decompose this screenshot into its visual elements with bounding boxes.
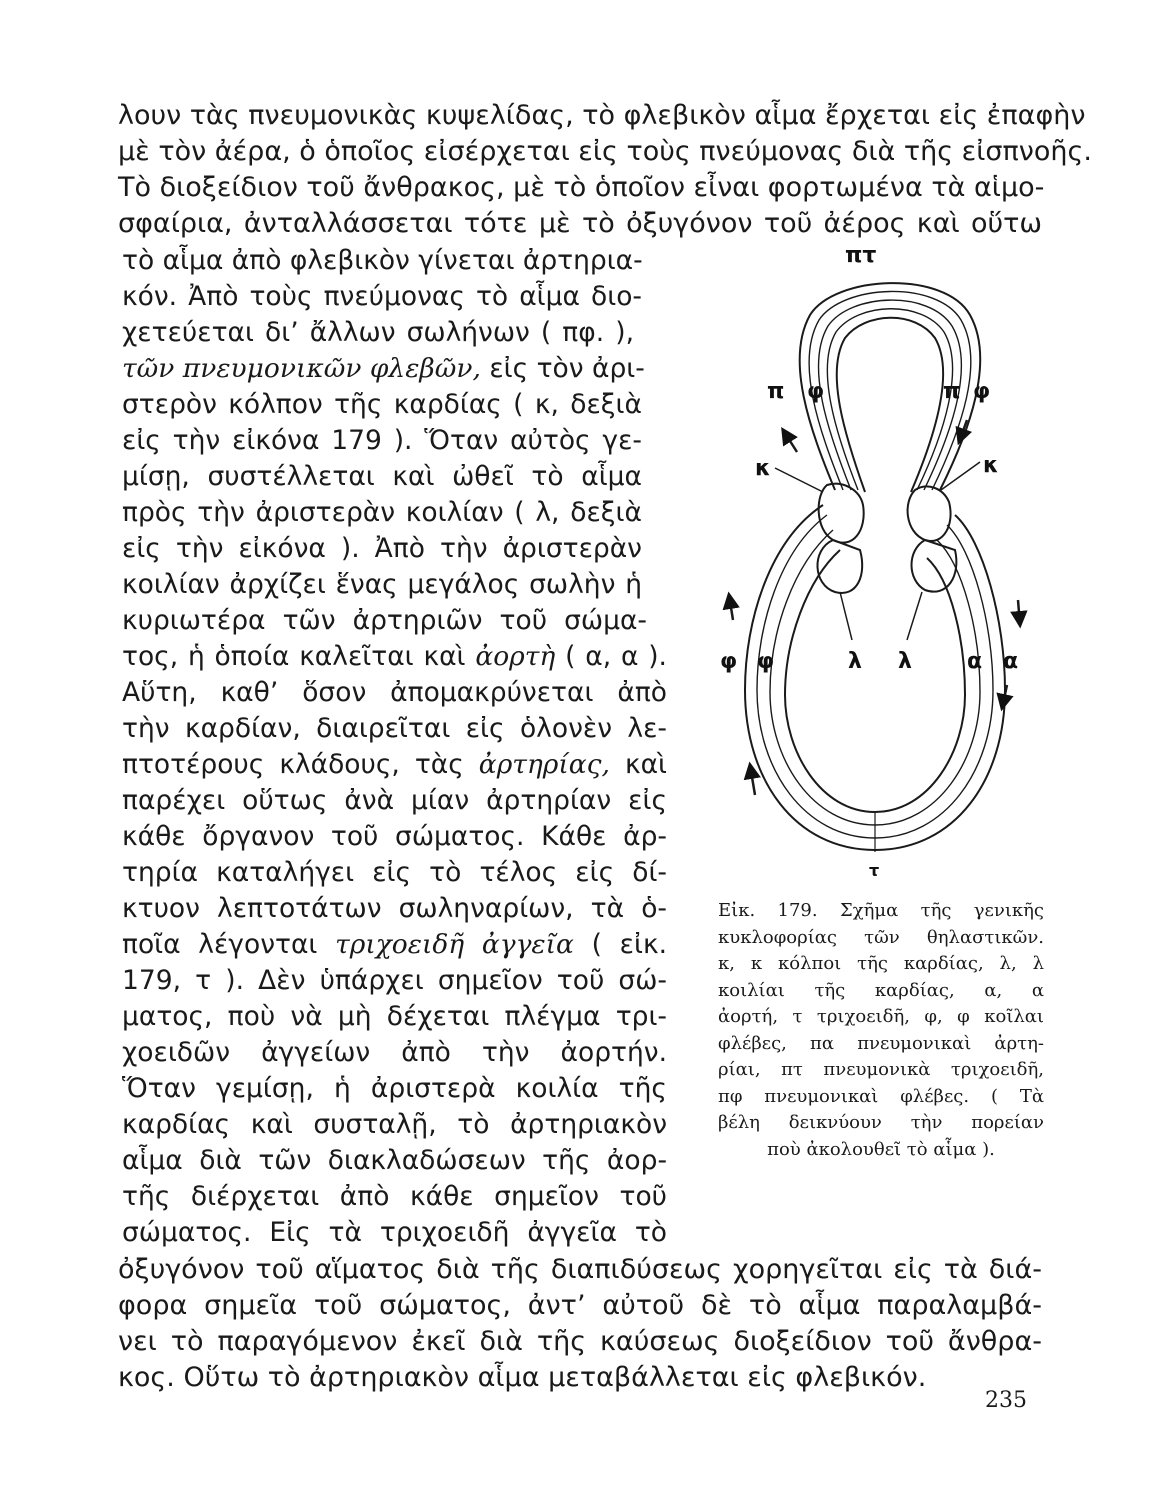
text-line: μίσῃ, συστέλλεται καὶ ὠθεῖ τὸ αἷμα <box>122 461 642 492</box>
text-line: 179, τ ). Δὲν ὑπάρχει σημεῖον τοῦ σώ- <box>122 965 667 996</box>
label-pulmonary-artery: π <box>767 379 785 404</box>
caption-line: κυκλοφορίας τῶν θηλαστικῶν. <box>718 926 1044 948</box>
text-span: ( εἰκ. <box>573 929 667 960</box>
italic-term: ἀρτηρίας, <box>478 749 610 780</box>
text-line: σφαίρια, ἀνταλλάσσεται τότε μὲ τὸ ὀξυγόνον τοῦ ἀέρος καὶ οὕτω <box>118 208 1042 239</box>
text-line: τὴν καρδίαν, διαιρεῖται εἰς ὁλονὲν λε- <box>122 713 667 744</box>
text-line: αἷμα διὰ τῶν διακλαδώσεων τῆς ἀορ- <box>122 1145 667 1176</box>
caption-line: φλέβες, πα πνευμονικαὶ ἀρτη- <box>718 1032 1044 1054</box>
text-line: κτυον λεπτοτάτων σωληναρίων, τὰ ὁ- <box>122 893 667 924</box>
label-vena-cava: φ <box>720 649 738 674</box>
label-aorta: α <box>1003 649 1019 674</box>
text-line <box>122 747 667 783</box>
text-line: χετεύεται δι’ ἄλλων σωλήνων ( πφ. ), <box>122 317 634 348</box>
label-capillaries: τ <box>869 861 880 880</box>
italic-term: τῶν πνευμονικῶν φλεβῶν, <box>122 353 481 384</box>
figure-caption <box>718 898 1044 1163</box>
text-line: φορα σημεῖα τοῦ σώματος, ἀντ’ αὐτοῦ δὲ τὸ αἷμα παραλαμβά- <box>118 1290 1042 1321</box>
italic-term: ἀορτὴ <box>475 641 556 672</box>
text-line: εἰς τὴν εἰκόνα 179 ). Ὅταν αὐτὸς γε- <box>122 425 642 456</box>
text-span: πτοτέρους κλάδους, τὰς <box>122 749 479 780</box>
text-line: τῆς διέρχεται ἀπὸ κάθε σημεῖον τοῦ <box>122 1181 667 1212</box>
text-line: κάθε ὄργανον τοῦ σώματος. Κάθε ἀρ- <box>122 821 667 852</box>
text-line: καρδίας καὶ συσταλῇ, τὸ ἀρτηριακὸν <box>122 1109 667 1140</box>
page-number: 235 <box>985 1388 1027 1413</box>
text-line: κοιλίαν ἀρχίζει ἕνας μεγάλος σωλὴν ἡ <box>122 569 642 600</box>
text-line: ματος, ποὺ νὰ μὴ δέχεται πλέγμα τρι- <box>122 1001 667 1032</box>
caption-line: πφ πνευμονικαὶ φλέβες. ( Τὰ <box>718 1085 1044 1107</box>
text-span: τος, ἡ ὁποία καλεῖται καὶ <box>122 641 476 672</box>
text-line: Ὅταν γεμίσῃ, ἡ ἀριστερὰ κοιλία τῆς <box>122 1073 667 1104</box>
caption-line: κ, κ κόλποι τῆς καρδίας, λ, λ <box>718 953 1044 974</box>
text-line: κυριωτέρα τῶν ἀρτηριῶν τοῦ σώμα- <box>122 605 647 636</box>
text-span: ποῖα λέγονται <box>122 929 336 960</box>
text-span: εἰς τὸν ἀρι- <box>480 353 645 384</box>
text-line: πρὸς τὴν ἀριστερὰν κοιλίαν ( λ, δεξιὰ <box>122 497 642 528</box>
text-line: λουν τὰς πνευμονικὰς κυψελίδας, τὸ φλεβικὸν αἷμα ἔρχεται εἰς ἐπαφὴν <box>118 100 1086 131</box>
label-aorta: α <box>967 649 983 674</box>
text-line: παρέχει οὕτως ἀνὰ μίαν ἀρτηρίαν εἰς <box>122 785 667 816</box>
text-line: τὸ αἷμα ἀπὸ φλεβικὸν γίνεται ἀρτηρια- <box>122 245 643 276</box>
text-line: εἰς τὴν εἰκόνα ). Ἀπὸ τὴν ἀριστερὰν <box>122 533 642 564</box>
text-span: ( α, α ). <box>555 641 667 672</box>
text-line: χοειδῶν ἀγγείων ἀπὸ τὴν ἀορτήν. <box>122 1037 667 1068</box>
text-line <box>122 351 645 387</box>
caption-line: βέλη δεικνύουν τὴν πορείαν <box>718 1112 1044 1133</box>
label-vena-cava: φ <box>757 649 775 674</box>
caption-line: ποὺ ἀκολουθεῖ τὸ αἷμα ). <box>767 1138 995 1160</box>
italic-term: τριχοειδῆ ἀγγεῖα <box>335 929 574 960</box>
text-line: τηρία καταλήγει εἰς τὸ τέλος εἰς δί- <box>122 857 667 888</box>
text-line: νει τὸ παραγόμενον ἐκεῖ διὰ τῆς καύσεως διοξείδιον τοῦ ἄνθρα- <box>118 1326 1042 1357</box>
label-pulmonary-capillaries: πτ <box>845 243 877 268</box>
text-line: μὲ τὸν ἀέρα, ὁ ὁποῖος εἰσέρχεται εἰς τοὺς πνεύμονας διὰ τῆς εἰσπνοῆς. <box>118 136 1092 167</box>
caption-line: Εἰκ. 179. Σχῆμα τῆς γενικῆς <box>718 900 1044 921</box>
caption-line: ρίαι, πτ πνευμονικὰ τριχοειδῆ, <box>718 1059 1044 1080</box>
text-line: Αὕτη, καθ’ ὅσον ἀπομακρύνεται ἀπὸ <box>122 677 667 708</box>
text-span: καὶ <box>609 749 668 780</box>
caption-line: κοιλίαι τῆς καρδίας, α, α <box>718 979 1044 1001</box>
label-atrium: κ <box>983 453 999 478</box>
text-line: ὀξυγόνον τοῦ αἵματος διὰ τῆς διαπιδύσεως χορηγεῖται εἰς τὰ διά- <box>118 1254 1042 1285</box>
text-line: κόν. Ἀπὸ τοὺς πνεύμονας τὸ αἷμα διο- <box>122 281 642 312</box>
text-line: κος. Οὕτω τὸ ἀρτηριακὸν αἷμα μεταβάλλεται εἰς φλεβικόν. <box>118 1362 927 1393</box>
text-line: στερὸν κόλπον τῆς καρδίας ( κ, δεξιὰ <box>122 389 642 420</box>
label-pulmonary-vein: φ <box>807 379 825 404</box>
caption-line: ἀορτή, τ τριχοειδῆ, φ, φ κοῖλαι <box>718 1006 1044 1027</box>
label-atrium: κ <box>755 456 771 481</box>
label-pulmonary-artery: π <box>943 379 961 404</box>
label-pulmonary-vein: φ <box>973 379 991 404</box>
text-line: σώματος. Εἰς τὰ τριχοειδῆ ἀγγεῖα τὸ <box>122 1217 667 1248</box>
label-ventricle: λ <box>848 649 862 674</box>
label-ventricle: λ <box>898 649 912 674</box>
circulation-diagram <box>715 240 1055 890</box>
text-line <box>122 927 667 963</box>
text-line <box>122 639 667 675</box>
circulation-drawing <box>715 240 1055 890</box>
text-line: Τὸ διοξείδιον τοῦ ἄνθρακος, μὲ τὸ ὁποῖον εἶναι φορτωμένα τὰ αἱμο- <box>118 172 1045 203</box>
